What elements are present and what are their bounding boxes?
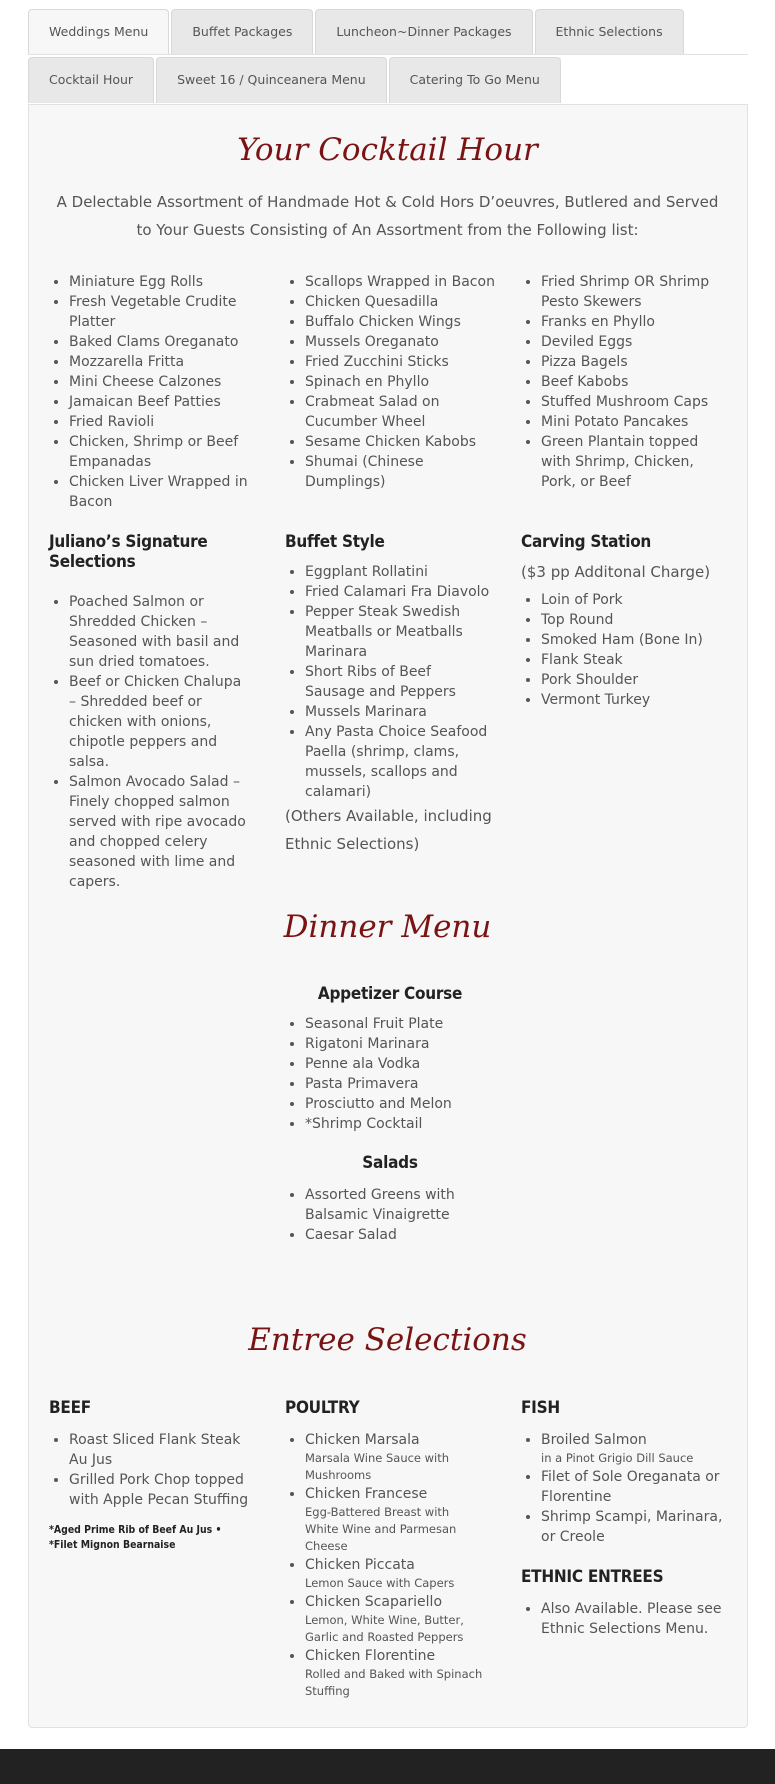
- list-item: • Fried Calamari Fra Diavolo: [305, 582, 495, 602]
- cocktail-hour-title: Your Cocktail Hour: [237, 132, 538, 168]
- list-item: • Beef or Chicken Chalupa – Shredded beef or chicken with onions, chipotle peppers and salsa.: [69, 672, 249, 772]
- list-item: • Buffalo Chicken Wings: [305, 312, 495, 332]
- appetizer-column: [285, 984, 495, 1134]
- list-item: • Mini Cheese Calzones: [69, 372, 259, 392]
- tab-luncheon-dinner-packages[interactable]: Luncheon~Dinner Packages: [315, 9, 532, 55]
- buffet-column: [285, 532, 495, 858]
- tab-cocktail-hour[interactable]: Cocktail Hour: [28, 57, 154, 103]
- poultry-heading: POULTRY: [285, 1398, 360, 1418]
- dish-item: [541, 1507, 731, 1547]
- list-item: • Flank Steak: [541, 650, 731, 670]
- list-item: • Miniature Egg Rolls: [69, 272, 259, 292]
- salads-heading: Salads: [362, 1153, 418, 1173]
- cocktail-intro: A Delectable Assortment of Handmade Hot & Cold Hors D’oeuvres, Butlered and Served to Your Guests Consisting of An Assortment from the Following list:: [56, 193, 719, 239]
- list-item: • Deviled Eggs: [541, 332, 731, 352]
- buffet-heading: Buffet Style: [285, 532, 385, 552]
- carving-list: [521, 590, 731, 710]
- list-item: • Assorted Greens with Balsamic Vinaigrette: [305, 1185, 495, 1225]
- dish-name: Shrimp Scampi, Marinara, or Creole: [541, 1509, 723, 1545]
- cocktail-list-3: [521, 272, 731, 492]
- list-item: • Poached Salmon or Shredded Chicken – Seasoned with basil and sun dried tomatoes.: [69, 592, 249, 672]
- dish-description: Egg-Battered Breast with White Wine and Parmesan Cheese: [305, 1505, 457, 1553]
- cocktail-column-1: [49, 272, 259, 512]
- list-item: • Roast Sliced Flank Steak Au Jus: [69, 1430, 259, 1470]
- carving-column: [521, 532, 731, 710]
- list-item: • Franks en Phyllo: [541, 312, 731, 332]
- list-item: • Shumai (Chinese Dumplings): [305, 452, 495, 492]
- list-item: • Pasta Primavera: [305, 1074, 495, 1094]
- cocktail-list-1: [49, 272, 259, 512]
- list-item: • Jamaican Beef Patties: [69, 392, 259, 412]
- list-item: • Pizza Bagels: [541, 352, 731, 372]
- tabs-divider: [28, 54, 748, 55]
- ethnic-entrees-list: [521, 1599, 731, 1639]
- list-item: • Also Available. Please see Ethnic Selections Menu.: [541, 1599, 731, 1639]
- list-item: • Chicken Liver Wrapped in Bacon: [69, 472, 259, 512]
- dish-description: Rolled and Baked with Spinach Stuffing: [305, 1667, 483, 1698]
- list-item: • *Shrimp Cocktail: [305, 1114, 495, 1134]
- dish-description: Lemon, White Wine, Butter, Garlic and Roasted Peppers: [305, 1613, 464, 1644]
- list-item: • Beef Kabobs: [541, 372, 731, 392]
- fish-list: [521, 1430, 731, 1547]
- list-item: • Mini Potato Pancakes: [541, 412, 731, 432]
- dish-item: [541, 1467, 731, 1507]
- list-item: • Salmon Avocado Salad – Finely chopped salmon served with ripe avocado and chopped celery seasoned with lime and capers.: [69, 772, 249, 892]
- list-item: • Pork Shoulder: [541, 670, 731, 690]
- list-item: • Short Ribs of Beef Sausage and Peppers: [305, 662, 495, 702]
- list-item: • Fried Shrimp OR Shrimp Pesto Skewers: [541, 272, 731, 312]
- list-item: • Chicken, Shrimp or Beef Empanadas: [69, 432, 259, 472]
- list-item: • Spinach en Phyllo: [305, 372, 495, 392]
- dish-name: Chicken Florentine: [305, 1648, 436, 1664]
- list-item: • Pepper Steak Swedish Meatballs or Meatballs Marinara: [305, 602, 495, 662]
- list-item: • Top Round: [541, 610, 731, 630]
- cocktail-list-2: [285, 272, 495, 492]
- list-item: • Seasonal Fruit Plate: [305, 1014, 495, 1034]
- tabs-row-1: [28, 9, 686, 55]
- list-item: • Mussels Oreganato: [305, 332, 495, 352]
- dish-name: Chicken Marsala: [305, 1432, 420, 1448]
- fish-column: [521, 1398, 731, 1639]
- dish-name: Filet of Sole Oreganata or Florentine: [541, 1469, 720, 1505]
- beef-list: [49, 1430, 259, 1510]
- poultry-column: [285, 1398, 485, 1700]
- list-item: • Sesame Chicken Kabobs: [305, 432, 495, 452]
- signature-column: [49, 532, 249, 892]
- list-item: • Mussels Marinara: [305, 702, 495, 722]
- cocktail-column-3: [521, 272, 731, 492]
- dish-name: Chicken Francese: [305, 1486, 428, 1502]
- list-item: • Caesar Salad: [305, 1225, 495, 1245]
- buffet-note: (Others Available, including Ethnic Selections): [285, 807, 492, 853]
- dish-name: Chicken Scapariello: [305, 1594, 443, 1610]
- page-footer: [0, 1749, 775, 1784]
- carving-heading: Carving Station: [521, 532, 652, 552]
- beef-column: [49, 1398, 259, 1552]
- dish-description: Lemon Sauce with Capers: [305, 1576, 455, 1590]
- dish-item: [305, 1430, 485, 1484]
- list-item: • Grilled Pork Chop topped with Apple Pecan Stuffing: [69, 1470, 259, 1510]
- list-item: • Scallops Wrapped in Bacon: [305, 272, 495, 292]
- list-item: • Mozzarella Fritta: [69, 352, 259, 372]
- tab-buffet-packages[interactable]: Buffet Packages: [171, 9, 313, 55]
- tab-sweet-16-quinceanera[interactable]: Sweet 16 / Quinceanera Menu: [156, 57, 387, 103]
- list-item: • Stuffed Mushroom Caps: [541, 392, 731, 412]
- list-item: • Green Plantain topped with Shrimp, Chicken, Pork, or Beef: [541, 432, 731, 492]
- signature-heading: Juliano’s Signature Selections: [49, 532, 208, 572]
- carving-note: ($3 pp Additonal Charge): [521, 563, 711, 581]
- dish-item: [305, 1555, 485, 1592]
- list-item: • Fried Ravioli: [69, 412, 259, 432]
- list-item: • Loin of Pork: [541, 590, 731, 610]
- dish-item: [541, 1430, 731, 1467]
- dish-item: [305, 1646, 485, 1700]
- poultry-list: [285, 1430, 485, 1700]
- ethnic-entrees-heading: ETHNIC ENTREES: [521, 1567, 664, 1587]
- list-item: • Baked Clams Oreganato: [69, 332, 259, 352]
- list-item: • Any Pasta Choice Seafood Paella (shrimp, clams, mussels, scallops and calamari): [305, 722, 495, 802]
- dinner-menu-title: Dinner Menu: [283, 909, 492, 945]
- tab-catering-to-go[interactable]: Catering To Go Menu: [389, 57, 561, 103]
- salads-list: [285, 1185, 495, 1245]
- fish-heading: FISH: [521, 1398, 560, 1418]
- beef-premium-note: *Aged Prime Rib of Beef Au Jus • *Filet Mignon Bearnaise: [49, 1523, 222, 1551]
- list-item: • Chicken Quesadilla: [305, 292, 495, 312]
- entree-selections-title: Entree Selections: [248, 1322, 527, 1358]
- list-item: • Vermont Turkey: [541, 690, 731, 710]
- tabs-row-2: [28, 57, 563, 103]
- dish-item: [305, 1484, 485, 1555]
- appetizer-list: [285, 1014, 495, 1134]
- dish-description: Marsala Wine Sauce with Mushrooms: [305, 1451, 450, 1482]
- list-item: • Eggplant Rollatini: [305, 562, 495, 582]
- dish-name: Chicken Piccata: [305, 1557, 415, 1573]
- list-item: • Rigatoni Marinara: [305, 1034, 495, 1054]
- dish-name: Broiled Salmon: [541, 1432, 647, 1448]
- list-item: • Smoked Ham (Bone In): [541, 630, 731, 650]
- cocktail-column-2: [285, 272, 495, 492]
- list-item: • Prosciutto and Melon: [305, 1094, 495, 1114]
- list-item: • Fresh Vegetable Crudite Platter: [69, 292, 259, 332]
- list-item: • Fried Zucchini Sticks: [305, 352, 495, 372]
- list-item: • Penne ala Vodka: [305, 1054, 495, 1074]
- dish-item: [305, 1592, 485, 1646]
- buffet-list: [285, 562, 495, 802]
- salads-column: [285, 1153, 495, 1245]
- appetizer-heading: Appetizer Course: [317, 984, 463, 1004]
- signature-list: [49, 592, 249, 892]
- list-item: • Crabmeat Salad on Cucumber Wheel: [305, 392, 495, 432]
- tab-weddings-menu[interactable]: Weddings Menu: [28, 9, 169, 55]
- dish-description: in a Pinot Grigio Dill Sauce: [541, 1451, 694, 1465]
- tab-ethnic-selections[interactable]: Ethnic Selections: [535, 9, 684, 55]
- beef-heading: BEEF: [49, 1398, 91, 1418]
